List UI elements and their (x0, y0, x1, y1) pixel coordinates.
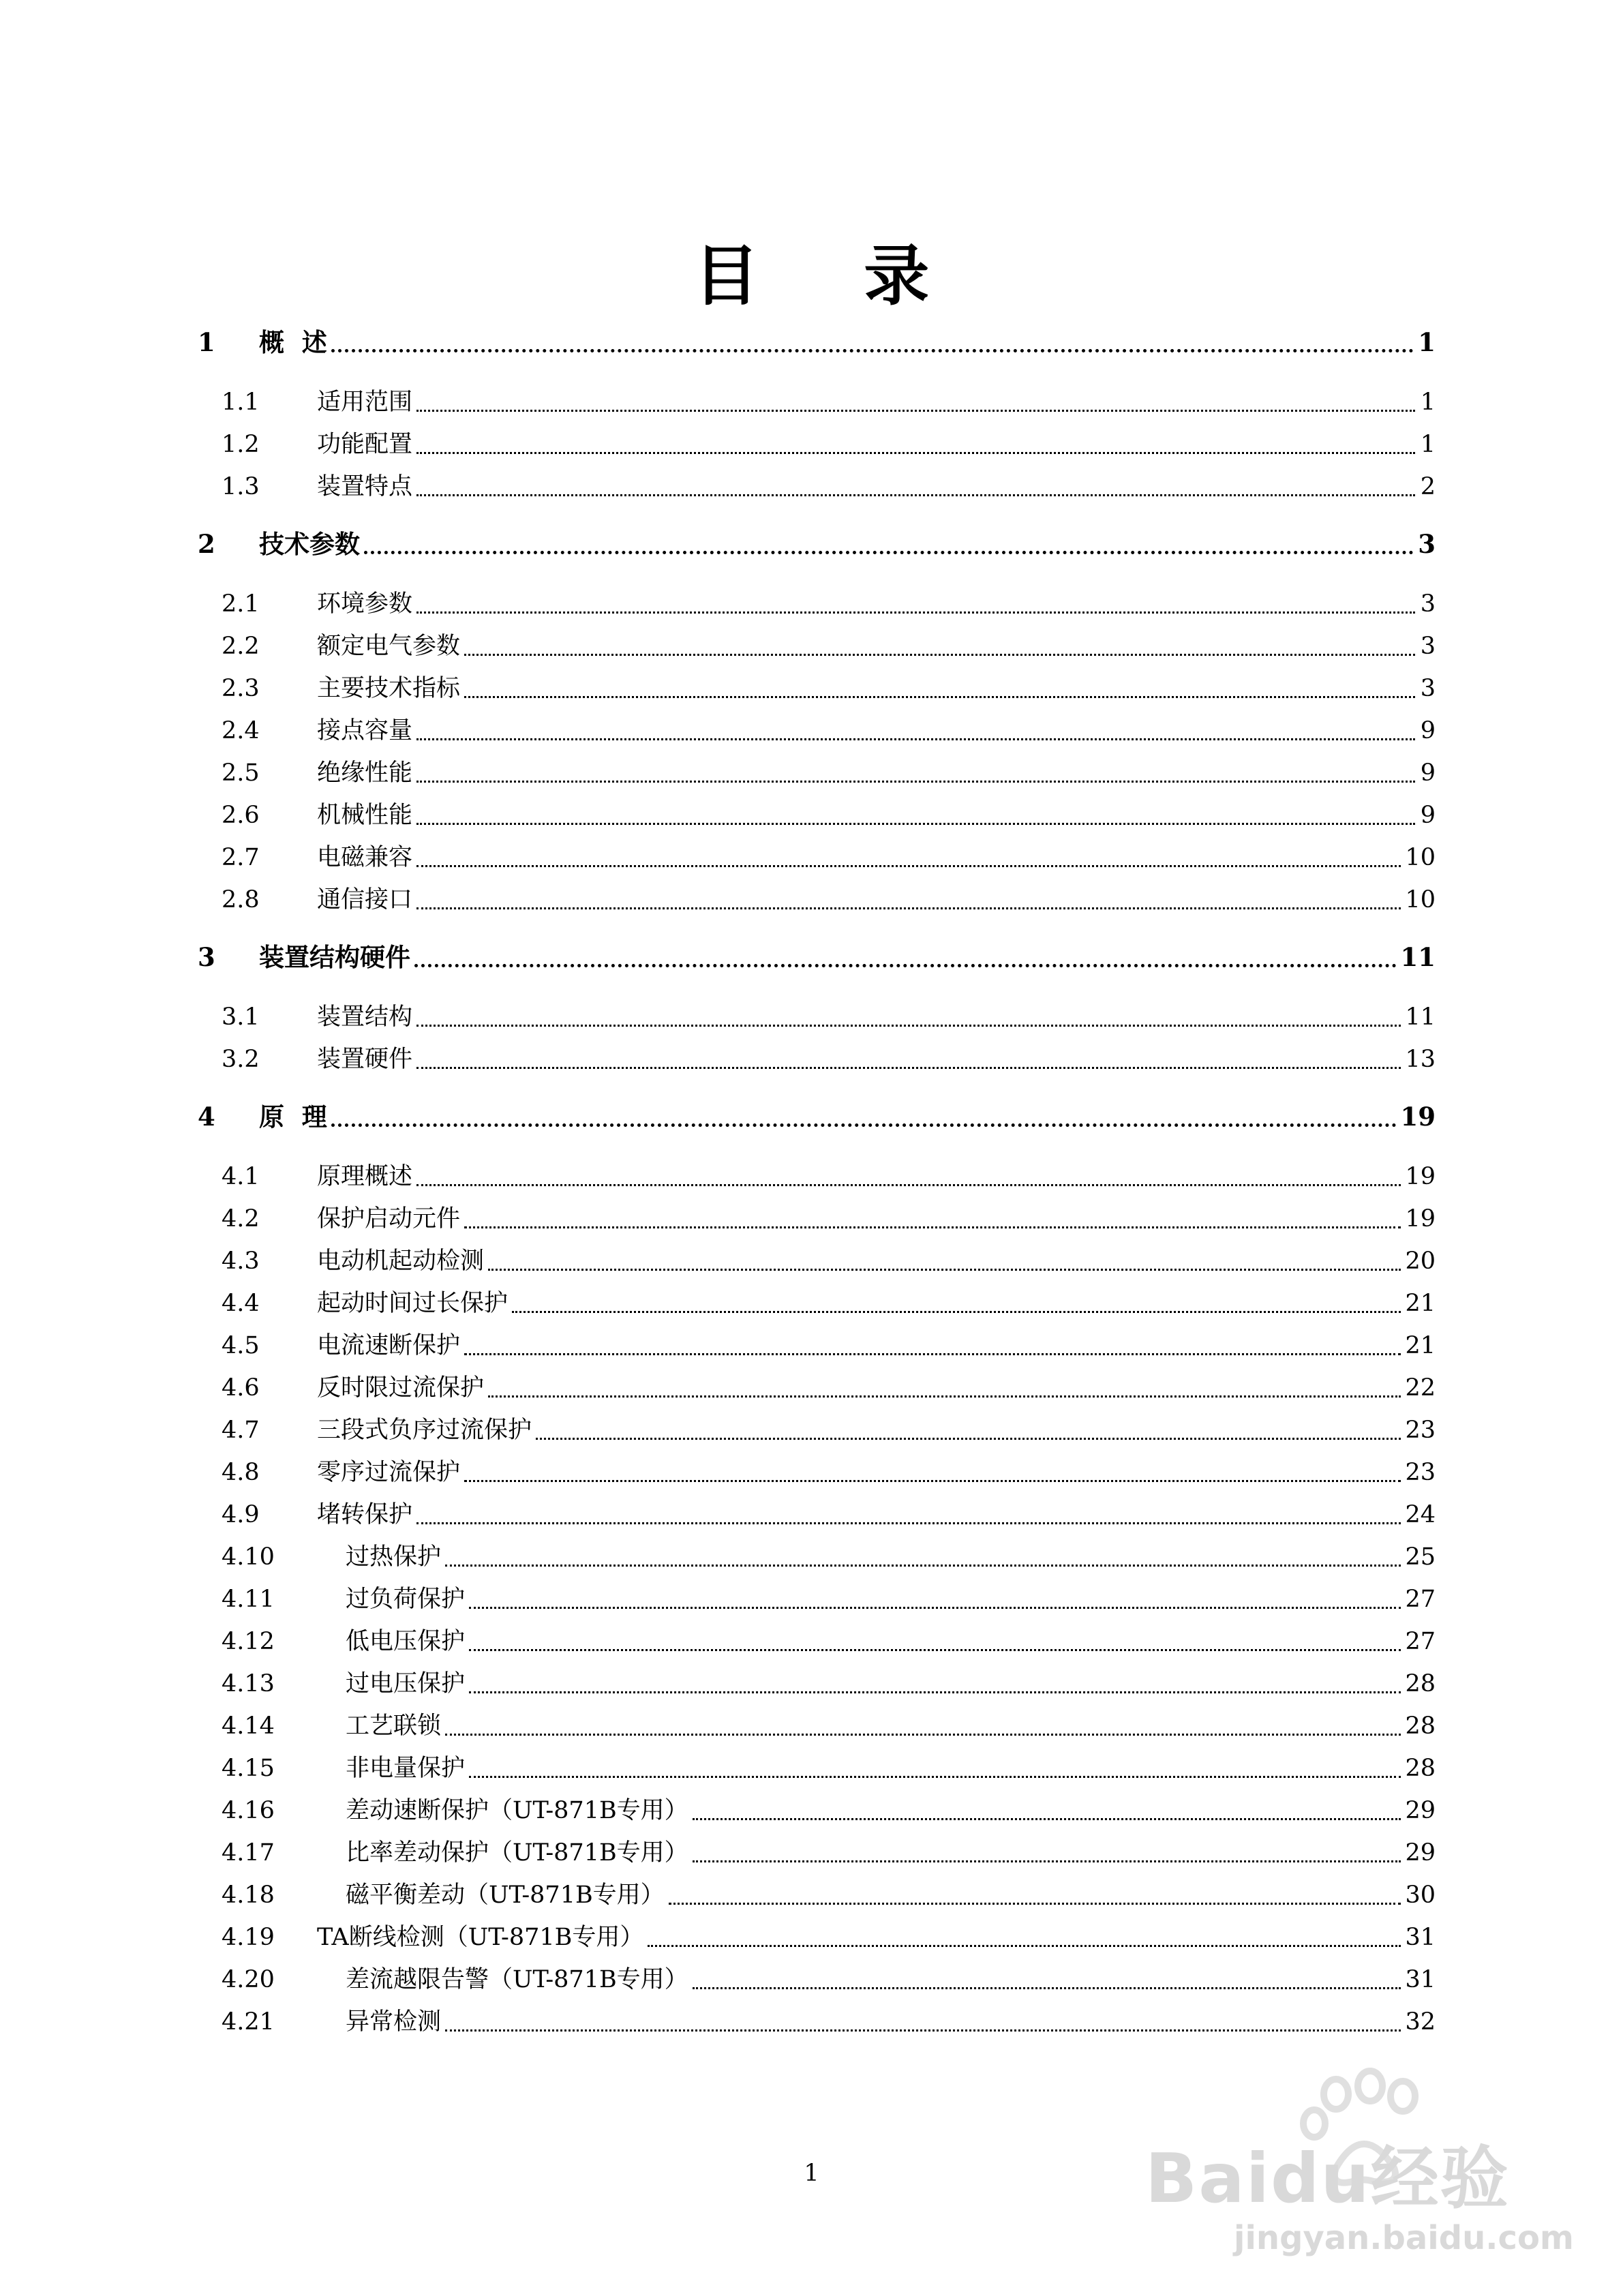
toc-entry-number: 2 (198, 529, 215, 559)
dot-leader (488, 1269, 1401, 1271)
toc-entry-title: 原 理 (259, 1102, 327, 1132)
dot-leader (469, 1691, 1401, 1693)
toc-entry-title: 概 述 (259, 327, 327, 357)
toc-entry-title: 过负荷保护 (346, 1586, 466, 1613)
toc-entry-number: 4.21 (222, 2008, 275, 2036)
toc-entry-number: 4.20 (222, 1966, 275, 1993)
dot-leader (445, 2029, 1401, 2031)
toc-entry-title: 低电压保护 (346, 1628, 466, 1655)
toc-entry-page: 9 (1420, 802, 1436, 829)
toc-entry-title: 反时限过流保护 (317, 1374, 485, 1402)
dot-leader (416, 865, 1401, 867)
toc-entry-page: 3 (1418, 529, 1436, 559)
toc-entry-page: 29 (1405, 1839, 1436, 1867)
toc-entry-page: 23 (1405, 1459, 1436, 1486)
toc-section-entry[interactable] (191, 1877, 1436, 1914)
dot-leader (464, 1353, 1401, 1355)
toc-entry-title: 堵转保护 (317, 1501, 413, 1528)
dot-leader (464, 1480, 1401, 1482)
toc-entry-page: 11 (1405, 1003, 1436, 1031)
toc-entry-title: 机械性能 (317, 802, 413, 829)
toc-entry-title: 主要技术指标 (317, 675, 461, 702)
toc-entry-number: 1.3 (222, 473, 260, 500)
toc-entry-page: 32 (1405, 2008, 1436, 2036)
toc-entry-number: 4.19 (222, 1924, 275, 1951)
toc-entry-number: 2.7 (222, 844, 260, 871)
toc-section-entry[interactable] (191, 426, 1436, 463)
toc-entry-page: 29 (1405, 1797, 1436, 1824)
toc-entry-number: 4 (198, 1102, 215, 1132)
toc-entry-page: 27 (1405, 1586, 1436, 1613)
toc-entry-number: 4.2 (222, 1205, 260, 1233)
toc-chapter-entry[interactable] (191, 526, 1436, 562)
toc-chapter-entry[interactable] (191, 939, 1436, 976)
toc-entry-number: 4.17 (222, 1839, 275, 1867)
toc-section-entry[interactable] (191, 586, 1436, 622)
toc-section-entry[interactable] (191, 712, 1436, 749)
toc-entry-title: 适用范围 (317, 389, 413, 416)
toc-entry-page: 1 (1418, 327, 1436, 357)
toc-section-entry[interactable] (191, 1834, 1436, 1871)
toc-entry-page: 21 (1405, 1332, 1436, 1359)
toc-entry-title: 三段式负序过流保护 (317, 1417, 532, 1444)
toc-entry-title: 电磁兼容 (317, 844, 413, 871)
toc-entry-number: 4.10 (222, 1543, 275, 1571)
toc-entry-number: 2.8 (222, 886, 260, 913)
toc-entry-page: 9 (1420, 759, 1436, 787)
dot-leader (416, 611, 1415, 614)
toc-section-entry[interactable] (191, 1792, 1436, 1829)
toc-entry-number: 4.1 (222, 1163, 260, 1190)
toc-entry-title: 过电压保护 (346, 1670, 466, 1697)
toc-entry-page: 1 (1420, 431, 1436, 458)
toc-entry-page: 30 (1405, 1882, 1436, 1909)
toc-section-entry[interactable] (191, 1454, 1436, 1491)
toc-entry-page: 10 (1405, 844, 1436, 871)
toc-entry-page: 13 (1405, 1046, 1436, 1073)
toc-section-entry[interactable] (191, 881, 1436, 918)
dot-leader (416, 907, 1401, 909)
toc-entry-number: 2.4 (222, 717, 260, 744)
dot-leader (416, 1522, 1401, 1524)
toc-entry-page: 2 (1420, 473, 1436, 500)
toc-section-entry[interactable] (191, 1539, 1436, 1575)
toc-entry-page: 28 (1405, 1755, 1436, 1782)
toc-entry-page: 3 (1420, 675, 1436, 702)
toc-entry-page: 10 (1405, 886, 1436, 913)
toc-entry-title: 非电量保护 (346, 1755, 466, 1782)
dot-leader (464, 1226, 1401, 1228)
toc-entry-page: 28 (1405, 1712, 1436, 1740)
toc-entry-page: 19 (1405, 1205, 1436, 1233)
dot-leader (648, 1945, 1401, 1947)
toc-entry-number: 4.7 (222, 1417, 260, 1444)
dot-leader (488, 1395, 1401, 1398)
watermark-brand: Baidu经验 (1145, 2139, 1510, 2218)
toc-entry-title: 异常检测 (346, 2008, 442, 2036)
toc-section-entry[interactable] (191, 797, 1436, 834)
toc-entry-title: 功能配置 (317, 431, 413, 458)
toc-entry-title: 通信接口 (317, 886, 413, 913)
toc-section-entry[interactable] (191, 1496, 1436, 1533)
toc-section-entry[interactable] (191, 1750, 1436, 1787)
toc-section-entry[interactable] (191, 468, 1436, 505)
toc-entry-title: 起动时间过长保护 (317, 1290, 509, 1317)
dot-leader (416, 494, 1415, 496)
toc-entry-title: 电流速断保护 (317, 1332, 461, 1359)
toc-title: 目 录 (693, 237, 971, 314)
dot-leader (469, 1649, 1401, 1651)
toc-entry-number: 2.2 (222, 633, 260, 660)
dot-leader (693, 1860, 1401, 1862)
dot-leader (416, 1067, 1401, 1069)
toc-entry-number: 2.6 (222, 802, 260, 829)
toc-chapter-entry[interactable] (191, 324, 1436, 361)
dot-leader (416, 1184, 1401, 1186)
dot-leader (469, 1607, 1401, 1609)
toc-section-entry[interactable] (191, 670, 1436, 707)
toc-entry-number: 4.12 (222, 1628, 275, 1655)
toc-entry-title: 额定电气参数 (317, 633, 461, 660)
toc-entry-number: 2.1 (222, 590, 260, 618)
dot-leader (416, 738, 1415, 740)
dot-leader (416, 781, 1415, 783)
toc-entry-page: 28 (1405, 1670, 1436, 1697)
toc-entry-number: 2.3 (222, 675, 260, 702)
toc-section-entry[interactable] (191, 1285, 1436, 1322)
toc-entry-number: 4.4 (222, 1290, 260, 1317)
dot-leader (445, 1565, 1401, 1567)
toc-entry-number: 4.8 (222, 1459, 260, 1486)
toc-entry-page: 24 (1405, 1501, 1436, 1528)
dot-leader (331, 349, 1414, 352)
toc-section-entry[interactable] (191, 755, 1436, 791)
toc-entry-title: 零序过流保护 (317, 1459, 461, 1486)
toc-entry-page: 20 (1405, 1248, 1436, 1275)
toc-section-entry[interactable] (191, 1623, 1436, 1660)
toc-entry-page: 11 (1400, 942, 1436, 972)
toc-entry-title: TA断线检测（UT-871B专用） (317, 1924, 644, 1951)
toc-entry-title: 差动速断保护（UT-871B专用） (346, 1797, 688, 1824)
toc-entry-page: 1 (1420, 389, 1436, 416)
toc-entry-number: 1 (198, 327, 215, 357)
toc-section-entry[interactable] (191, 1581, 1436, 1618)
toc-entry-page: 31 (1405, 1966, 1436, 1993)
toc-entry-number: 4.18 (222, 1882, 275, 1909)
toc-entry-page: 22 (1405, 1374, 1436, 1402)
toc-entry-title: 装置硬件 (317, 1046, 413, 1073)
dot-leader (416, 410, 1415, 412)
toc-entry-number: 4.16 (222, 1797, 275, 1824)
dot-leader (364, 551, 1414, 554)
toc-entry-title: 装置结构 (317, 1003, 413, 1031)
dot-leader (512, 1311, 1401, 1313)
dot-leader (464, 654, 1415, 656)
toc-entry-title: 过热保护 (346, 1543, 442, 1571)
toc-section-entry[interactable] (191, 1665, 1436, 1702)
toc-entry-number: 2.5 (222, 759, 260, 787)
toc-section-entry[interactable] (191, 839, 1436, 876)
toc-entry-page: 27 (1405, 1628, 1436, 1655)
toc-entry-title: 技术参数 (259, 529, 360, 559)
toc-section-entry[interactable] (191, 1243, 1436, 1280)
toc-section-entry[interactable] (191, 1919, 1436, 1956)
toc-entry-page: 19 (1400, 1102, 1436, 1132)
watermark-url: jingyan.baidu.com (1234, 2219, 1574, 2257)
dot-leader (445, 1734, 1401, 1736)
toc-section-entry[interactable] (191, 2004, 1436, 2040)
toc-entry-number: 4.9 (222, 1501, 260, 1528)
toc-entry-title: 原理概述 (317, 1163, 413, 1190)
toc-entry-number: 4.5 (222, 1332, 260, 1359)
toc-section-entry[interactable] (191, 999, 1436, 1036)
toc-entry-page: 9 (1420, 717, 1436, 744)
toc-entry-page: 21 (1405, 1290, 1436, 1317)
toc-section-entry[interactable] (191, 628, 1436, 665)
toc-section-entry[interactable] (191, 1412, 1436, 1449)
toc-entry-number: 4.6 (222, 1374, 260, 1402)
toc-entry-number: 1.1 (222, 389, 260, 416)
toc-entry-page: 3 (1420, 633, 1436, 660)
toc-entry-page: 3 (1420, 590, 1436, 618)
toc-entry-number: 4.3 (222, 1248, 260, 1275)
toc-section-entry[interactable] (191, 1370, 1436, 1406)
toc-entry-number: 3 (198, 942, 215, 972)
toc-section-entry[interactable] (191, 1041, 1436, 1078)
toc-entry-title: 装置特点 (317, 473, 413, 500)
toc-section-entry[interactable] (191, 1961, 1436, 1998)
toc-entry-number: 3.2 (222, 1046, 260, 1073)
toc-entry-title: 保护启动元件 (317, 1205, 461, 1233)
dot-leader (693, 1987, 1401, 1989)
dot-leader (414, 964, 1397, 967)
toc-entry-title: 比率差动保护（UT-871B专用） (346, 1839, 688, 1867)
toc-section-entry[interactable] (191, 1708, 1436, 1744)
dot-leader (693, 1818, 1401, 1820)
toc-section-entry[interactable] (191, 1200, 1436, 1237)
toc-entry-title: 电动机起动检测 (317, 1248, 485, 1275)
toc-entry-number: 1.2 (222, 431, 260, 458)
toc-section-entry[interactable] (191, 384, 1436, 421)
toc-entry-title: 装置结构硬件 (259, 942, 410, 972)
toc-entry-number: 4.11 (222, 1586, 275, 1613)
toc-section-entry[interactable] (191, 1327, 1436, 1364)
toc-entry-page: 23 (1405, 1417, 1436, 1444)
dot-leader (469, 1776, 1401, 1778)
toc-entry-title: 接点容量 (317, 717, 413, 744)
toc-entry-page: 25 (1405, 1543, 1436, 1571)
dot-leader (331, 1123, 1397, 1127)
toc-entry-title: 差流越限告警（UT-871B专用） (346, 1966, 688, 1993)
dot-leader (416, 1025, 1401, 1027)
toc-entry-page: 31 (1405, 1924, 1436, 1951)
toc-entry-title: 磁平衡差动（UT-871B专用） (346, 1882, 665, 1909)
dot-leader (416, 823, 1415, 825)
toc-entry-number: 3.1 (222, 1003, 260, 1031)
toc-section-entry[interactable] (191, 1158, 1436, 1195)
toc-entry-title: 绝缘性能 (317, 759, 413, 787)
toc-entry-number: 4.13 (222, 1670, 275, 1697)
dot-leader (464, 696, 1415, 698)
toc-entry-number: 4.15 (222, 1755, 275, 1782)
dot-leader (536, 1438, 1401, 1440)
page-number: 1 (804, 2160, 819, 2187)
dot-leader (669, 1903, 1401, 1905)
dot-leader (416, 452, 1415, 454)
toc-entry-title: 环境参数 (317, 590, 413, 618)
toc-entry-title: 工艺联锁 (346, 1712, 442, 1740)
toc-entry-number: 4.14 (222, 1712, 275, 1740)
toc-chapter-entry[interactable] (191, 1098, 1436, 1135)
toc-entry-page: 19 (1405, 1163, 1436, 1190)
